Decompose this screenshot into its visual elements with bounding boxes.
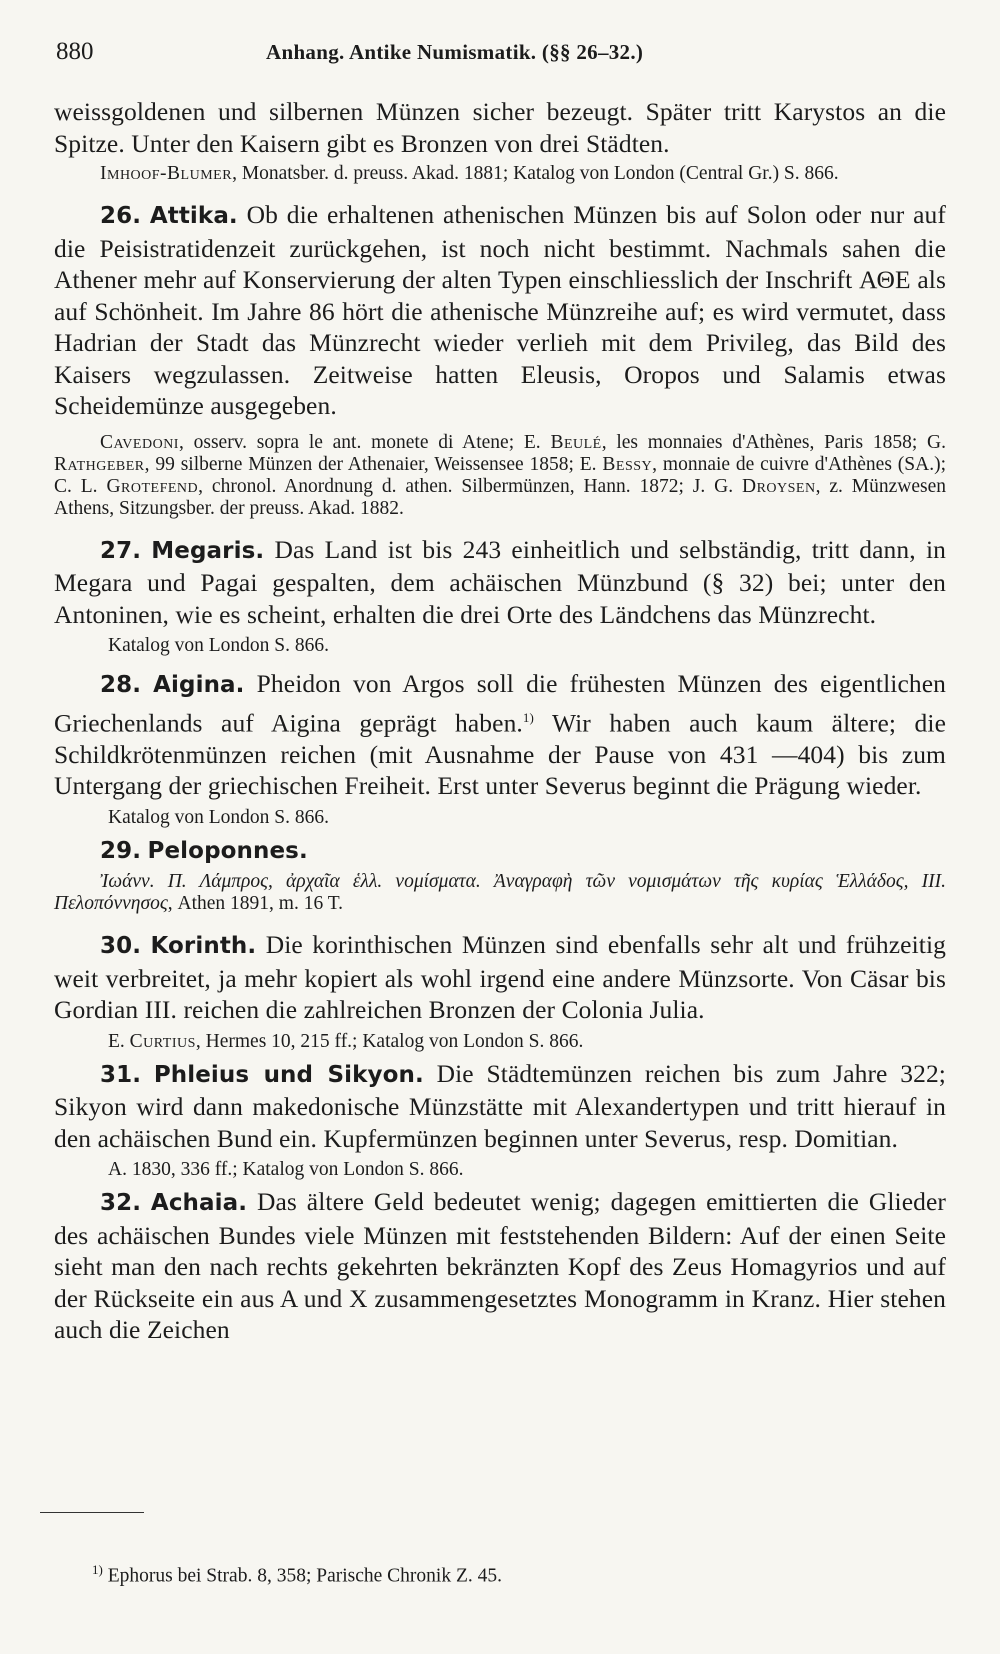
author-name: Imhoof-Blumer bbox=[100, 163, 233, 184]
reference-text: , osserv. sopra le ant. monete di Atene; E. bbox=[178, 431, 551, 453]
reference-text: , Hermes 10, 215 ff.; Katalog von London S. 866. bbox=[195, 1030, 584, 1052]
footnote-text: Ephorus bei Strab. 8, 358; Parische Chronik Z. 45. bbox=[102, 1565, 503, 1587]
page-number: 880 bbox=[56, 38, 94, 65]
section-number: 32. bbox=[100, 1190, 142, 1216]
footnote-marker: 1) bbox=[92, 1562, 103, 1577]
section-text: Die korinthischen Münzen sind ebenfalls sehr alt und frühzeitig weit verbreitet, ja mehr kopiert als wohl irgend eine andere Münzsorte. Von Cäsar bis Gordian III. reichen die zahlreichen Bronzen der Colonia Julia. bbox=[54, 930, 946, 1024]
author-name: Curtius bbox=[129, 1030, 196, 1052]
author-name: Droysen bbox=[741, 475, 816, 497]
author-name: Cavedoni bbox=[100, 431, 179, 453]
footnote-marker[interactable]: 1) bbox=[522, 709, 534, 725]
reference-text: , z. Münzwesen Athens, Sitzungsber. der preuss. Akad. 1882. bbox=[54, 475, 946, 519]
section-28-reference: Katalog von London S. 866. bbox=[108, 806, 329, 828]
reference-text: , Athen 1891, m. 16 T. bbox=[167, 893, 344, 914]
section-32 bbox=[54, 1186, 946, 1346]
section-29-reference bbox=[54, 871, 946, 915]
section-title: Attika. bbox=[149, 203, 238, 229]
section-text: Pheidon von Argos soll die frühesten Münzen des eigentlichen Griechenlands auf Aigina geprägt haben. bbox=[54, 669, 946, 737]
section-28 bbox=[54, 668, 946, 802]
reference-text: , chronol. Anordnung d. athen. Silbermünzen, Hann. 1872; J. G. bbox=[198, 475, 742, 497]
reference-text: , 99 silberne Münzen der Athenaier, Weissensee 1858; E. bbox=[144, 453, 603, 475]
reference-text: , monnaie de cuivre d'Athènes (SA.); C. L. bbox=[54, 453, 946, 497]
page-header bbox=[56, 38, 946, 70]
section-number: 28. bbox=[100, 672, 142, 698]
section-26 bbox=[54, 199, 946, 422]
section-text: Die Städtemünzen reichen bis zum Jahre 322; Sikyon wird dann makedonische Münzstätte mit Alexandertypen und tritt hierauf in den achäischen Bund ein. Kupfermünzen beginnen unter Severus, resp. Domitian. bbox=[54, 1058, 946, 1153]
greek-reference: Ἰωάνν. Π. Λάμπρος, ἀρχαῖα ἑλλ. νομίσματα. Ἀναγραφὴ τῶν νομισμάτων τῆς κυρίας Ἑλλάδος, ΙΙΙ. Πελοπόννησος bbox=[54, 871, 946, 914]
section-26-references bbox=[54, 432, 946, 520]
section-number: 26. bbox=[100, 203, 142, 229]
section-title: Achaia. bbox=[150, 1190, 248, 1216]
section-31 bbox=[54, 1058, 946, 1155]
section-title: Peloponnes. bbox=[147, 837, 308, 864]
author-name: Rathgeber bbox=[54, 453, 145, 475]
section-30-reference bbox=[54, 1030, 946, 1054]
section-text-continued: Wir haben auch kaum ältere; die Schildkrötenmünzen reichen (mit Ausnahme der Pause von 431 —404) bis zum Untergang der griechischen Freiheit. Erst unter Severus beginnt die Prägung wieder. bbox=[54, 708, 946, 800]
section-number: 31. bbox=[100, 1061, 142, 1088]
reference-text: E. bbox=[108, 1030, 130, 1052]
reference-text: , Monatsber. d. preuss. Akad. 1881; Katalog von London (Central Gr.) S. 866. bbox=[232, 163, 839, 184]
section-title: Korinth. bbox=[150, 933, 257, 959]
section-text: Das ältere Geld bedeutet wenig; dagegen emittierten die Glieder des achäischen Bundes viele Münzen mit feststehenden Bildern: Auf der einen Seite sieht man den nach rechts gekehrten bekränzten Kopf des Zeus Homagyrios und auf der Rückseite ein aus A und X zusammengesetztes Monogramm in Kranz. Hier stehen auch die Zeichen bbox=[54, 1187, 946, 1344]
footnote bbox=[92, 1562, 502, 1588]
section-text: Das Land ist bis 243 einheitlich und selbständig, tritt dann, in Megara und Pagai gespalten, dem achäischen Münzbund (§ 32) bei; unter den Antoninen, wie es scheint, erhalten die drei Orte des Ländchens das Münzrecht. bbox=[54, 534, 947, 629]
reference-text: , les monnaies d'Athènes, Paris 1858; G. bbox=[601, 431, 946, 453]
section-title: Megaris. bbox=[151, 537, 265, 564]
section-number: 27. bbox=[100, 537, 142, 564]
intro-paragraph: weissgoldenen und silbernen Münzen sicher bezeugt. Später tritt Karystos an die Spitze. Unter den Kaisern gibt es Bronzen von drei Städten. bbox=[54, 97, 946, 158]
author-name: Beulé bbox=[550, 431, 602, 453]
section-29 bbox=[54, 834, 946, 868]
section-27 bbox=[54, 534, 946, 631]
section-text: Ob die erhaltenen athenischen Münzen bis auf Solon oder nur auf die Peisistratidenzeit zurückgehen, ist noch nicht bestimmt. Nachmals sahen die Athener mehr auf Konservierung der alten Typen einschliesslich der Inschrift ΑΘΕ als auf Schönheit. Im Jahre 86 hört die athenische Münzreihe auf; es wird vermutet, dass Hadrian der Stadt das Münzrecht wieder verlieh mit dem Privileg, das Bild des Kaisers wegzulassen. Zeitweise hatten Eleusis, Oropos und Salamis etwas Scheidemünze ausgegeben. bbox=[54, 200, 946, 420]
section-31-reference: A. 1830, 336 ff.; Katalog von London S. 866. bbox=[108, 1159, 464, 1180]
intro-reference bbox=[54, 163, 946, 185]
author-name: Grotefend bbox=[106, 475, 199, 497]
section-number: 30. bbox=[100, 933, 142, 959]
section-number: 29. bbox=[100, 837, 142, 864]
main-text bbox=[54, 96, 946, 1346]
section-27-reference: Katalog von London S. 866. bbox=[108, 635, 329, 656]
running-title: Anhang. Antike Numismatik. (§§ 26–32.) bbox=[266, 40, 644, 64]
section-title: Phleius und Sikyon. bbox=[153, 1061, 424, 1088]
author-name: Bessy bbox=[602, 453, 653, 475]
section-title: Aigina. bbox=[153, 672, 245, 698]
section-30 bbox=[54, 929, 946, 1026]
footnote-divider bbox=[40, 1512, 144, 1513]
